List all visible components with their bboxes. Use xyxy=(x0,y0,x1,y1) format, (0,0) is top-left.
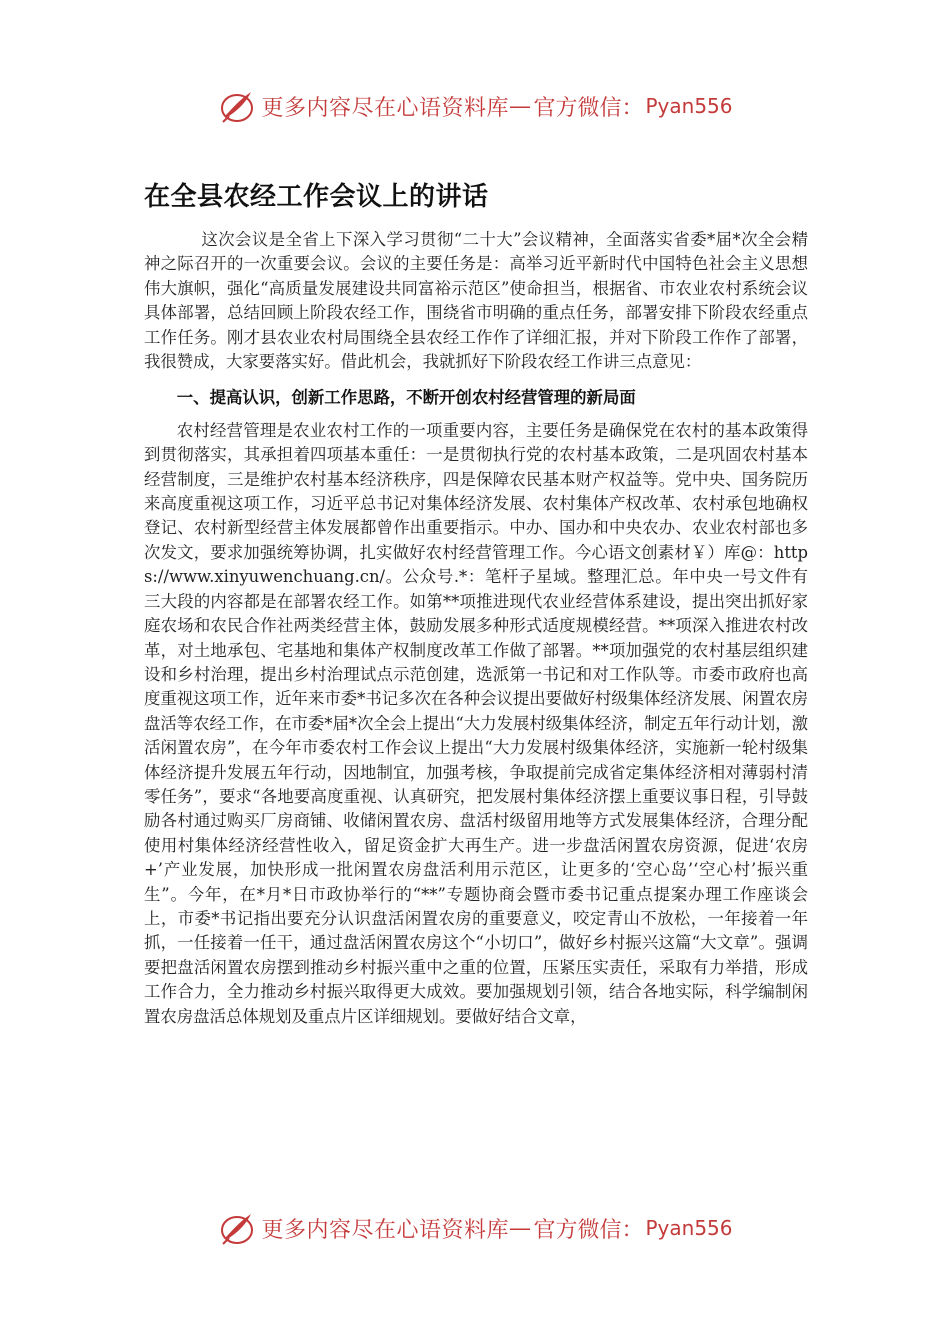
document-body xyxy=(144,228,808,1029)
watermark-wechat-label: 官方微信： xyxy=(533,1217,644,1243)
watermark-wechat-id: Pyan556 xyxy=(645,94,733,118)
watermark-banner-top xyxy=(0,86,950,126)
section-1-paragraph: 农村经营管理是农业农村工作的一项重要内容，主要任务是确保党在农村的基本政策得到贯彻落实，其承担着四项基本重任：一是贯彻执行党的农村基本政策，二是巩固农村基本经营制度，三是维护农村基本经济秩序，四是保障农民基本财产权益等。党中央、国务院历来高度重视这项工作，习近平总书记对集体经济发展、农村集体产权改革、农村承包地确权登记、农村新型经营主体发展都曾作出重要指示。中办、国办和中央农办、农业农村部也多次发文，要求加强统筹协调，扎实做好农村经营管理工作。今心语文创素材￥）库@：https://www.xinyuwenchuang.cn/。公众号.*：笔杆子星域。整理汇总。年中央一号文件有三大段的内容都是在部署农经工作。如第**项推进现代农业经营体系建设，提出突出抓好家庭农场和农民合作社两类经营主体，鼓励发展多种形式适度规模经营。**项深入推进农村改革，对土地承包、宅基地和集体产权制度改革工作做了部署。**项加强党的农村基层组织建设和乡村治理，提出乡村治理试点示范创建，选派第一书记和对工作队等。市委市政府也高度重视这项工作，近年来市委*书记多次在各种会议提出要做好村级集体经济发展、闲置农房盘活等农经工作，在市委*届*次全会上提出“大力发展村级集体经济，制定五年行动计划，激活闲置农房”，在今年市委农村工作会议上提出“大力发展村级集体经济，实施新一轮村级集体经济提升发展五年行动，因地制宜，加强考核，争取提前完成省定集体经济相对薄弱村清零任务”，要求“各地要高度重视、认真研究，把发展村集体经济摆上重要议事日程，引导鼓励各村通过购买厂房商铺、收储闲置农房、盘活村级留用地等方式发展集体经济，合理分配使用村集体经济经营性收入，留足资金扩大再生产。进一步盘活闲置农房资源，促进‘农房+’产业发展，加快形成一批闲置农房盘活利用示范区，让更多的‘空心岛’‘空心村’振兴重生”。今年，在*月*日市政协举行的“**”专题协商会暨市委书记重点提案办理工作座谈会上，市委*书记指出要充分认识盘活闲置农房的重要意义，咬定青山不放松，一年接着一年抓，一任接着一任干，通过盘活闲置农房这个“小切口”，做好乡村振兴这篇“大文章”。强调要把盘活闲置农房摆到推动乡村振兴重中之重的位置，压紧压实责任，采取有力举措，形成工作合力，全力推动乡村振兴取得更大成效。要加强规划引领，结合各地实际，科学编制闲置农房盘活总体规划及重点片区详细规划。要做好结合文章， xyxy=(144,420,809,1026)
watermark-wechat-label: 官方微信： xyxy=(533,95,644,121)
watermark-wechat-id: Pyan556 xyxy=(645,1216,733,1240)
section-heading-1: 一、提高认识，创新工作思路，不断开创农村经营管理的新局面 xyxy=(176,388,636,408)
watermark-dash: — xyxy=(508,93,532,119)
feather-pen-icon xyxy=(217,1208,257,1248)
feather-pen-icon xyxy=(217,86,257,126)
watermark-text: 更多内容尽在心语资料库 xyxy=(261,95,509,121)
document-title: 在全县农经工作会议上的讲话 xyxy=(144,182,489,212)
intro-paragraph: 这次会议是全省上下深入学习贯彻“二十大”会议精神，全面落实省委*届*次全会精神之际召开的一次重要会议。会议的主要任务是：高举习近平新时代中国特色社会主义思想伟大旗帜，强化“高质量发展建设共同富裕示范区”使命担当，根据省、市农业农村系统会议具体部署，总结回顾上阶段农经工作，围绕省市明确的重点任务，部署安排下阶段农经重点工作任务。刚才县农业农村局围绕全县农经工作作了详细汇报，并对下阶段工作作了部署，我很赞成，大家要落实好。借此机会，我就抓好下阶段农经工作讲三点意见： xyxy=(144,230,808,372)
watermark-dash: — xyxy=(508,1215,532,1241)
watermark-text: 更多内容尽在心语资料库 xyxy=(261,1217,509,1243)
watermark-banner-bottom xyxy=(0,1208,950,1248)
